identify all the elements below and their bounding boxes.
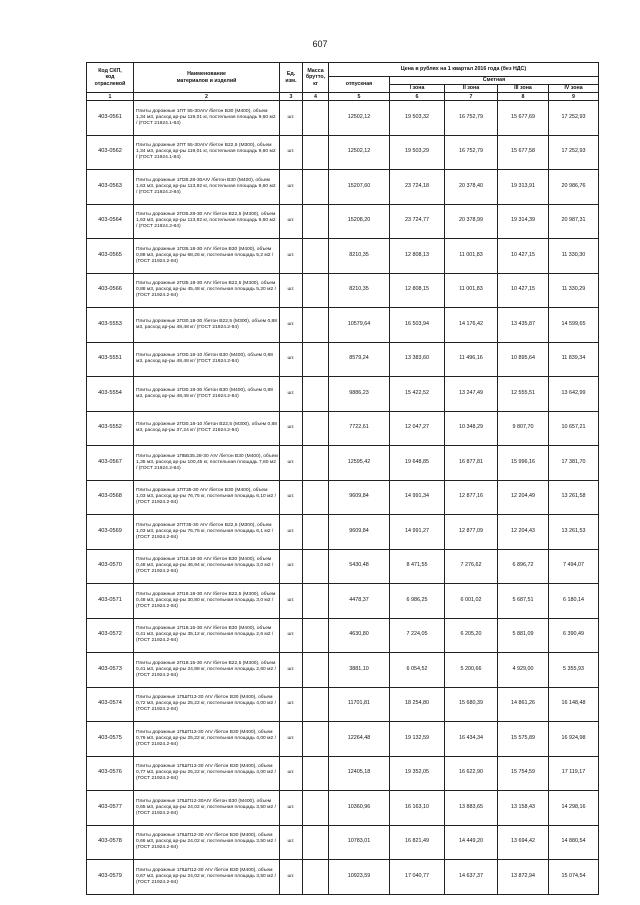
release-price: 8210,35 <box>329 273 390 308</box>
item-unit: шт. <box>280 584 303 619</box>
item-code: 403-0562 <box>87 135 134 170</box>
zone-2-price: 16 752,79 <box>445 101 498 136</box>
item-name: Плиты дорожные 1ПШП12-30 AIV /бетон В30 (М400), объем 0,67 м3, расход ар-ры 24,02 кг, постельная площадь 3,50 м2 / (ГОСТ 21924.2-84) <box>134 860 280 895</box>
item-mass <box>303 377 329 412</box>
zone-1-price: 6 054,52 <box>390 653 445 688</box>
item-mass <box>303 791 329 826</box>
release-price: 4478,37 <box>329 584 390 619</box>
zone-3-price: 5 881,09 <box>498 618 549 653</box>
header-code: Код СКП, код отраслевой <box>87 63 134 93</box>
item-name: Плиты дорожные 1П18.18-30 AIV /бетон В30 (М400), объем 0,48 м3, расход ар-ры 46,94 кг, постельная площадь 3,0 м2 / (ГОСТ 21924.2-84) <box>134 549 280 584</box>
zone-1-price: 19 503,29 <box>390 135 445 170</box>
table-row <box>87 653 599 688</box>
table-row <box>87 756 599 791</box>
zone-2-price: 11 001,83 <box>445 239 498 274</box>
item-code: 403-0571 <box>87 584 134 619</box>
zone-3-price: 9 807,70 <box>498 411 549 446</box>
release-price: 15208,20 <box>329 204 390 239</box>
release-price: 12405,18 <box>329 756 390 791</box>
zone-1-price: 23 724,18 <box>390 170 445 205</box>
zone-4-price: 10 657,21 <box>549 411 599 446</box>
zone-1-price: 13 383,60 <box>390 342 445 377</box>
release-price: 8579,24 <box>329 342 390 377</box>
zone-2-price: 6 205,20 <box>445 618 498 653</box>
zone-2-price: 11 001,83 <box>445 273 498 308</box>
item-mass <box>303 446 329 481</box>
zone-2-price: 11 496,16 <box>445 342 498 377</box>
item-mass <box>303 239 329 274</box>
item-name: Плиты дорожные 1ПШП12-30 AIV /бетон В30 (М400), объем 0,66 м3, расход ар-ры 24,02 кг, постельная площадь 3,50 м2 / (ГОСТ 21924.2-84) <box>134 825 280 860</box>
item-name: Плиты дорожные 2П30.18-30 /бетон В22,5 (М300), объем 0,88 м3, расход ар-ры 48,48 кг/ (ГОСТ 21924.2-84) <box>134 308 280 343</box>
column-number-row <box>87 93 599 101</box>
header-zone-1: I зона <box>390 85 445 93</box>
header-price-title: Цена в рублях на 1 квартал 2016 года (без НДС) <box>329 63 599 77</box>
item-code: 403-5554 <box>87 377 134 412</box>
zone-1-price: 19 132,59 <box>390 722 445 757</box>
item-unit: шт. <box>280 791 303 826</box>
zone-3-price: 19 313,91 <box>498 170 549 205</box>
table-row <box>87 549 599 584</box>
zone-4-price: 15 074,54 <box>549 860 599 895</box>
item-name: Плиты дорожные 2П18.18-30 AIV /бетон В22,5 (М300), объем 0,48 м3, расход ар-ры 30,80 кг, постельная площадь 3,0 м2 / (ГОСТ 21924.2-84) <box>134 584 280 619</box>
column-number: 3 <box>280 93 303 101</box>
item-code: 403-0565 <box>87 239 134 274</box>
table-row <box>87 239 599 274</box>
zone-4-price: 17 381,70 <box>549 446 599 481</box>
item-unit: шт. <box>280 825 303 860</box>
item-name: Плиты дорожные 1ПТ 55-30AIV /бетон В30 (М400), объем 1,34 м3, расход ар-ры 119,01 кг, постельная площадь 9,60 м2 / (ГОСТ 21924.1-84) <box>134 101 280 136</box>
item-unit: шт. <box>280 549 303 584</box>
zone-3-price: 12 555,51 <box>498 377 549 412</box>
zone-1-price: 12 808,15 <box>390 273 445 308</box>
zone-1-price: 7 224,05 <box>390 618 445 653</box>
zone-3-price: 10 427,15 <box>498 273 549 308</box>
item-unit: шт. <box>280 273 303 308</box>
zone-1-price: 15 422,52 <box>390 377 445 412</box>
table-row <box>87 515 599 550</box>
release-price: 9886,23 <box>329 377 390 412</box>
item-code: 403-5553 <box>87 308 134 343</box>
release-price: 10923,59 <box>329 860 390 895</box>
zone-4-price: 6 390,49 <box>549 618 599 653</box>
item-mass <box>303 101 329 136</box>
zone-3-price: 12 204,43 <box>498 515 549 550</box>
item-name: Плиты дорожные 2П30.18-10 /бетон В22,5 (М300), объем 0,88 м3, расход ар-ры 37,24 кг/ (ГОСТ 21924.2-84) <box>134 411 280 446</box>
zone-1-price: 17 040,77 <box>390 860 445 895</box>
item-code: 403-0579 <box>87 860 134 895</box>
zone-1-price: 19 503,32 <box>390 101 445 136</box>
item-name: Плиты дорожные 2П35.28-30 AIV /бетон В22,5 (М300), объем 1,63 м3, расход ар-ры 113,92 кг, постельная площадь 9,60 м2 / (ГОСТ 21924.2-84) <box>134 204 280 239</box>
zone-3-price: 13 158,43 <box>498 791 549 826</box>
column-number: 6 <box>390 93 445 101</box>
zone-2-price: 10 348,29 <box>445 411 498 446</box>
item-unit: шт. <box>280 135 303 170</box>
zone-2-price: 16 877,81 <box>445 446 498 481</box>
item-code: 403-5552 <box>87 411 134 446</box>
item-unit: шт. <box>280 687 303 722</box>
item-name: Плиты дорожные 1ПТ35-30 AIV /бетон В30 (М400), объем 1,03 м3, расход ар-ры 76,75 кг, постельная площадь 6,10 м2 / (ГОСТ 21924.2-84) <box>134 480 280 515</box>
column-number: 1 <box>87 93 134 101</box>
release-price: 4630,80 <box>329 618 390 653</box>
release-price: 5430,48 <box>329 549 390 584</box>
item-mass <box>303 860 329 895</box>
item-unit: шт. <box>280 480 303 515</box>
table-body <box>87 101 599 895</box>
item-code: 403-0563 <box>87 170 134 205</box>
item-name: Плиты дорожные 1ПШП13-30 AIV /бетон В30 (М400), объем 0,77 м3, расход ар-ры 25,22 кг, постельная площадь 4,00 м2 / (ГОСТ 21924.2-84) <box>134 756 280 791</box>
release-price: 10579,64 <box>329 308 390 343</box>
zone-4-price: 14 298,16 <box>549 791 599 826</box>
column-number: 4 <box>303 93 329 101</box>
zone-1-price: 19 352,05 <box>390 756 445 791</box>
table-row <box>87 480 599 515</box>
zone-3-price: 15 575,89 <box>498 722 549 757</box>
item-unit: шт. <box>280 377 303 412</box>
zone-2-price: 16 622,90 <box>445 756 498 791</box>
zone-1-price: 19 648,85 <box>390 446 445 481</box>
zone-2-price: 15 680,39 <box>445 687 498 722</box>
item-code: 403-0564 <box>87 204 134 239</box>
release-price: 7722,61 <box>329 411 390 446</box>
item-mass <box>303 584 329 619</box>
item-name: Плиты дорожные 1ПШП12-30AIV /бетон В30 (М400), объем 0,65 м3, расход ар-ры 24,02 кг, постельная площадь 3,50 м2 / (ГОСТ 21924.2-84) <box>134 791 280 826</box>
item-mass <box>303 204 329 239</box>
item-unit: шт. <box>280 722 303 757</box>
item-mass <box>303 722 329 757</box>
item-unit: шт. <box>280 101 303 136</box>
zone-4-price: 11 330,29 <box>549 273 599 308</box>
zone-3-price: 15 677,58 <box>498 135 549 170</box>
release-price: 12502,12 <box>329 101 390 136</box>
zone-2-price: 16 434,34 <box>445 722 498 757</box>
column-number: 9 <box>549 93 599 101</box>
release-price: 10360,96 <box>329 791 390 826</box>
release-price: 3881,10 <box>329 653 390 688</box>
zone-4-price: 11 330,30 <box>549 239 599 274</box>
zone-4-price: 5 355,93 <box>549 653 599 688</box>
item-name: Плиты дорожные 2ПТ35-30 AIV /бетон В22,5 (М300), объем 1,03 м3, расход ар-ры 76,75 кг, постельная площадь 6,1 м2 / (ГОСТ 21924.2-84) <box>134 515 280 550</box>
zone-4-price: 16 148,48 <box>549 687 599 722</box>
table-row <box>87 377 599 412</box>
item-code: 403-5551 <box>87 342 134 377</box>
page-number: 607 <box>312 39 328 49</box>
zone-2-price: 13 883,65 <box>445 791 498 826</box>
zone-3-price: 15 754,59 <box>498 756 549 791</box>
release-price: 9609,84 <box>329 480 390 515</box>
release-price: 12264,48 <box>329 722 390 757</box>
column-number: 5 <box>329 93 390 101</box>
zone-4-price: 14 599,65 <box>549 308 599 343</box>
zone-4-price: 20 987,31 <box>549 204 599 239</box>
item-mass <box>303 135 329 170</box>
header-mass: Масса брутто, кг <box>303 63 329 93</box>
zone-2-price: 7 276,62 <box>445 549 498 584</box>
release-price: 15207,60 <box>329 170 390 205</box>
item-code: 403-0569 <box>87 515 134 550</box>
zone-1-price: 6 986,25 <box>390 584 445 619</box>
zone-3-price: 12 204,49 <box>498 480 549 515</box>
table-row <box>87 342 599 377</box>
item-code: 403-0567 <box>87 446 134 481</box>
table-row <box>87 273 599 308</box>
table-row <box>87 101 599 136</box>
zone-2-price: 16 752,79 <box>445 135 498 170</box>
item-unit: шт. <box>280 653 303 688</box>
table-row <box>87 618 599 653</box>
item-code: 403-0574 <box>87 687 134 722</box>
table-row <box>87 308 599 343</box>
zone-4-price: 14 880,54 <box>549 825 599 860</box>
zone-1-price: 18 254,80 <box>390 687 445 722</box>
item-unit: шт. <box>280 618 303 653</box>
zone-4-price: 16 924,98 <box>549 722 599 757</box>
zone-1-price: 12 047,27 <box>390 411 445 446</box>
table-row <box>87 825 599 860</box>
zone-1-price: 23 724,77 <box>390 204 445 239</box>
item-unit: шт. <box>280 308 303 343</box>
zone-2-price: 12 877,16 <box>445 480 498 515</box>
item-code: 403-0570 <box>87 549 134 584</box>
zone-1-price: 16 163,10 <box>390 791 445 826</box>
zone-3-price: 6 896,72 <box>498 549 549 584</box>
item-mass <box>303 273 329 308</box>
item-name: Плиты дорожные 1ПШП13-30 AIV /бетон В30 (М400), объем 0,76 м3, расход ар-ры 25,22 кг, постельная площадь 4,00 м2 / (ГОСТ 21924.2-84) <box>134 722 280 757</box>
zone-3-price: 5 687,51 <box>498 584 549 619</box>
zone-4-price: 20 986,76 <box>549 170 599 205</box>
item-unit: шт. <box>280 204 303 239</box>
column-number: 7 <box>445 93 498 101</box>
item-name: Плиты дорожные 1П30.18-10 /бетон В30 (М400), объем 0,88 м3, расход ар-ры 48,48 кг/ (ГОСТ 21924.2-84) <box>134 342 280 377</box>
column-number: 8 <box>498 93 549 101</box>
table-row <box>87 204 599 239</box>
item-unit: шт. <box>280 515 303 550</box>
item-unit: шт. <box>280 756 303 791</box>
table-row <box>87 722 599 757</box>
zone-3-price: 10 895,64 <box>498 342 549 377</box>
zone-4-price: 11 839,34 <box>549 342 599 377</box>
item-name: Плиты дорожные 1П35.28-30AIV /бетон В30 (М400), объем 1,63 м3, расход ар-ры 113,92 кг, постельная площадь 9,60 м2 / (ГОСТ 21924.2-84) <box>134 170 280 205</box>
item-mass <box>303 825 329 860</box>
zone-2-price: 14 637,37 <box>445 860 498 895</box>
zone-4-price: 17 252,93 <box>549 101 599 136</box>
header-estimate-price: Сметная <box>390 77 599 85</box>
header-name: Наименование материалов и изделий <box>134 63 280 93</box>
table-row <box>87 860 599 895</box>
item-mass <box>303 480 329 515</box>
zone-2-price: 14 176,42 <box>445 308 498 343</box>
item-mass <box>303 653 329 688</box>
item-name: Плиты дорожные 1П30.18-30 /бетон В30 (М400), объем 0,88 м3, расход ар-ры 48,48 кг/ (ГОСТ 21924.2-84) <box>134 377 280 412</box>
item-mass <box>303 756 329 791</box>
item-name: Плиты дорожные 1ПББ35.28-30 AIV /бетон В30 (М400), объем 1,35 м3, расход ар-ры 100,45 кг, постельная площадь 7,60 м2 / (ГОСТ 21924.2-84) <box>134 446 280 481</box>
zone-2-price: 20 378,99 <box>445 204 498 239</box>
zone-1-price: 14 991,34 <box>390 480 445 515</box>
price-table <box>86 62 599 895</box>
item-mass <box>303 549 329 584</box>
zone-2-price: 13 247,49 <box>445 377 498 412</box>
item-name: Плиты дорожные 1ПШП13-30 AIV /бетон В30 (М400), объем 0,72 м3, расход ар-ры 25,22 кг, постельная площадь 4,00 м2 / (ГОСТ 21924.2-84) <box>134 687 280 722</box>
zone-1-price: 8 471,55 <box>390 549 445 584</box>
item-mass <box>303 618 329 653</box>
item-unit: шт. <box>280 446 303 481</box>
item-unit: шт. <box>280 170 303 205</box>
header-zone-4: IV зона <box>549 85 599 93</box>
header-zone-2: II зона <box>445 85 498 93</box>
zone-4-price: 6 180,14 <box>549 584 599 619</box>
zone-3-price: 13 435,87 <box>498 308 549 343</box>
zone-2-price: 20 378,40 <box>445 170 498 205</box>
release-price: 8210,35 <box>329 239 390 274</box>
zone-3-price: 13 694,42 <box>498 825 549 860</box>
zone-3-price: 4 929,00 <box>498 653 549 688</box>
release-price: 10783,01 <box>329 825 390 860</box>
item-name: Плиты дорожные 2П18.15-30 AIV /бетон В22,5 (М300), объем 0,41 м3, расход ар-ры 24,88 кг, постельная площадь 2,60 м2 / (ГОСТ 21924.2-84) <box>134 653 280 688</box>
item-code: 403-0572 <box>87 618 134 653</box>
release-price: 12595,42 <box>329 446 390 481</box>
zone-3-price: 19 314,39 <box>498 204 549 239</box>
item-mass <box>303 411 329 446</box>
zone-4-price: 17 252,93 <box>549 135 599 170</box>
item-mass <box>303 170 329 205</box>
release-price: 12502,12 <box>329 135 390 170</box>
item-mass <box>303 515 329 550</box>
item-name: Плиты дорожные 2ПТ 55-30AIV /бетон В22,5 (М300), объем 1,34 м3, расход ар-ры 119,01 кг, постельная площадь 9,60 м2 / (ГОСТ 21924.1-84) <box>134 135 280 170</box>
item-name: Плиты дорожные 1П18.15-30 AIV /бетон В30 (М400), объем 0,41 м3, расход ар-ры 35,12 кг, постельная площадь 2,6 м2 / (ГОСТ 21924.2-84) <box>134 618 280 653</box>
table-row <box>87 170 599 205</box>
item-mass <box>303 342 329 377</box>
table-header <box>87 63 599 101</box>
table-row <box>87 584 599 619</box>
zone-1-price: 16 503,94 <box>390 308 445 343</box>
zone-2-price: 6 001,02 <box>445 584 498 619</box>
header-release-price: отпускная <box>329 77 390 93</box>
zone-3-price: 14 861,26 <box>498 687 549 722</box>
zone-1-price: 14 991,27 <box>390 515 445 550</box>
item-code: 403-0566 <box>87 273 134 308</box>
item-unit: шт. <box>280 342 303 377</box>
zone-3-price: 13 872,94 <box>498 860 549 895</box>
zone-4-price: 17 119,17 <box>549 756 599 791</box>
item-code: 403-0576 <box>87 756 134 791</box>
item-mass <box>303 687 329 722</box>
item-unit: шт. <box>280 860 303 895</box>
zone-4-price: 13 261,53 <box>549 515 599 550</box>
release-price: 11701,81 <box>329 687 390 722</box>
table-row <box>87 135 599 170</box>
release-price: 9609,84 <box>329 515 390 550</box>
zone-2-price: 14 449,20 <box>445 825 498 860</box>
table-row <box>87 687 599 722</box>
header-unit: Ед. изм. <box>280 63 303 93</box>
zone-1-price: 16 821,49 <box>390 825 445 860</box>
zone-3-price: 15 996,16 <box>498 446 549 481</box>
item-code: 403-0573 <box>87 653 134 688</box>
item-name: Плиты дорожные 2П35.18-30 AIV /бетон В22,5 (М300), объем 0,88 м3, расход ар-ры 45,48 кг, постельная площадь 5,20 м2 / (ГОСТ 21924.2-84) <box>134 273 280 308</box>
item-code: 403-0561 <box>87 101 134 136</box>
table-row <box>87 791 599 826</box>
item-unit: шт. <box>280 239 303 274</box>
zone-4-price: 7 494,07 <box>549 549 599 584</box>
item-code: 403-0568 <box>87 480 134 515</box>
zone-2-price: 5 200,66 <box>445 653 498 688</box>
table-row <box>87 411 599 446</box>
item-unit: шт. <box>280 411 303 446</box>
zone-3-price: 10 427,15 <box>498 239 549 274</box>
item-code: 403-0575 <box>87 722 134 757</box>
zone-2-price: 12 877,09 <box>445 515 498 550</box>
zone-4-price: 13 261,58 <box>549 480 599 515</box>
item-code: 403-0578 <box>87 825 134 860</box>
header-zone-3: III зона <box>498 85 549 93</box>
zone-3-price: 15 677,69 <box>498 101 549 136</box>
column-number: 2 <box>134 93 280 101</box>
item-code: 403-0577 <box>87 791 134 826</box>
table-row <box>87 446 599 481</box>
zone-4-price: 13 642,99 <box>549 377 599 412</box>
zone-1-price: 12 808,13 <box>390 239 445 274</box>
item-name: Плиты дорожные 1П35.18-30 AIV /бетон В30 (М400), объем 0,88 м3, расход ар-ры 68,26 кг, постельная площадь 5,2 м2 / (ГОСТ 21924.2-84) <box>134 239 280 274</box>
item-mass <box>303 308 329 343</box>
